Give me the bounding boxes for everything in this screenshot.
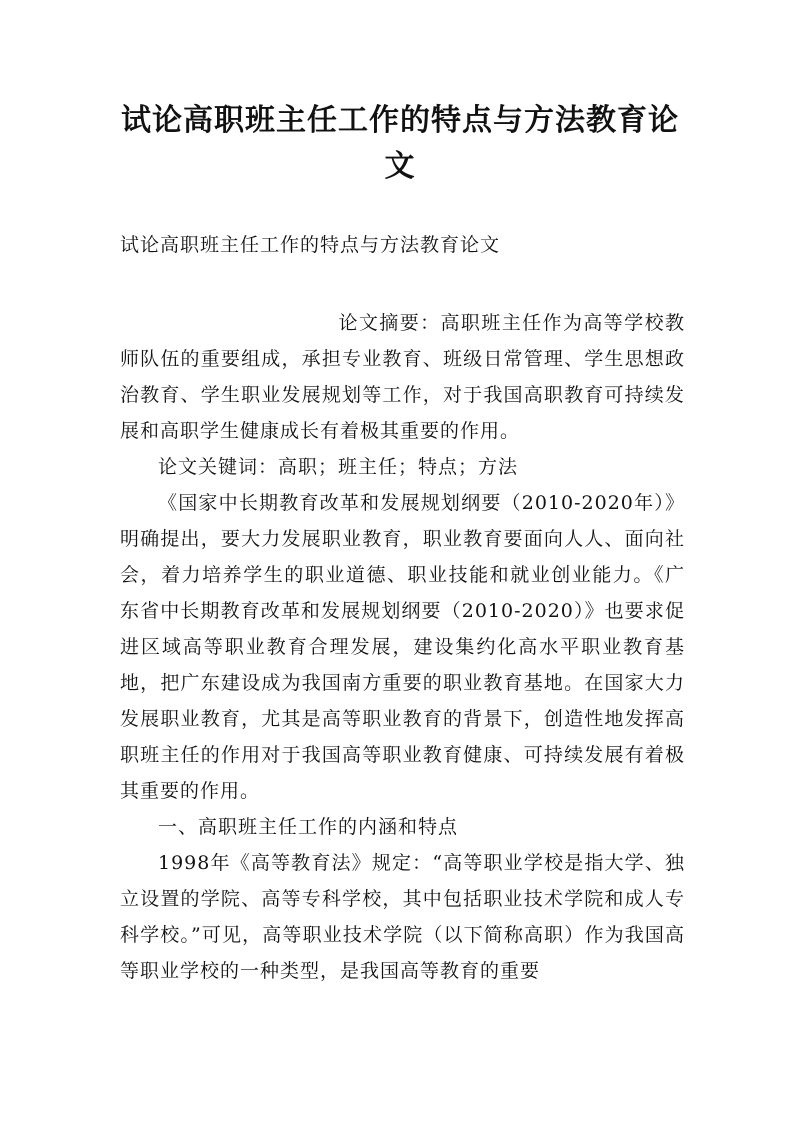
keywords-paragraph: 论文关键词：高职；班主任；特点；方法 bbox=[158, 456, 519, 478]
body-paragraph: 《国家中长期教育改革和发展规划纲要（2010-2020年）》明确提出，要大力发展职业教育，职业教育要面向人人、面向社会，着力培养学生的职业道德、职业技能和就业创业能力。《广东省中长期教育改革和发展规划纲要（2010-2020）》也要求促进区域高等职业教育合理发展，建设集约化高水平职业教育基地，把广东建设成为我国南方重要的职业教育基地。在国家大力发展职业教育，尤其是高等职业教育的背景下，创造性地发挥高职班主任的作用对于我国高等职业教育健康、可持续发展有着极其重要的作用。 bbox=[120, 492, 685, 802]
body-paragraph: 1998年《高等教育法》规定：“高等职业学校是指大学、独立设置的学院、高等专科学校，其中包括职业技术学院和成人专科学校。”可见，高等职业技术学院（以下简称高职）作为我国高等职业学校的一种类型，是我国高等教育的重要 bbox=[120, 852, 685, 982]
document-subtitle: 试论高职班主任工作的特点与方法教育论文 bbox=[120, 234, 501, 256]
abstract-paragraph: 论文摘要：高职班主任作为高等学校教师队伍的重要组成，承担专业教育、班级日常管理、学生思想政治教育、学生职业发展规划等工作，对于我国高职教育可持续发展和高职学生健康成长有着极其重要的作用。 bbox=[120, 312, 685, 442]
section-heading: 一、高职班主任工作的内涵和特点 bbox=[158, 816, 459, 838]
document-body bbox=[120, 305, 685, 989]
document-title: 试论高职班主任工作的特点与方法教育论文 bbox=[121, 103, 679, 184]
